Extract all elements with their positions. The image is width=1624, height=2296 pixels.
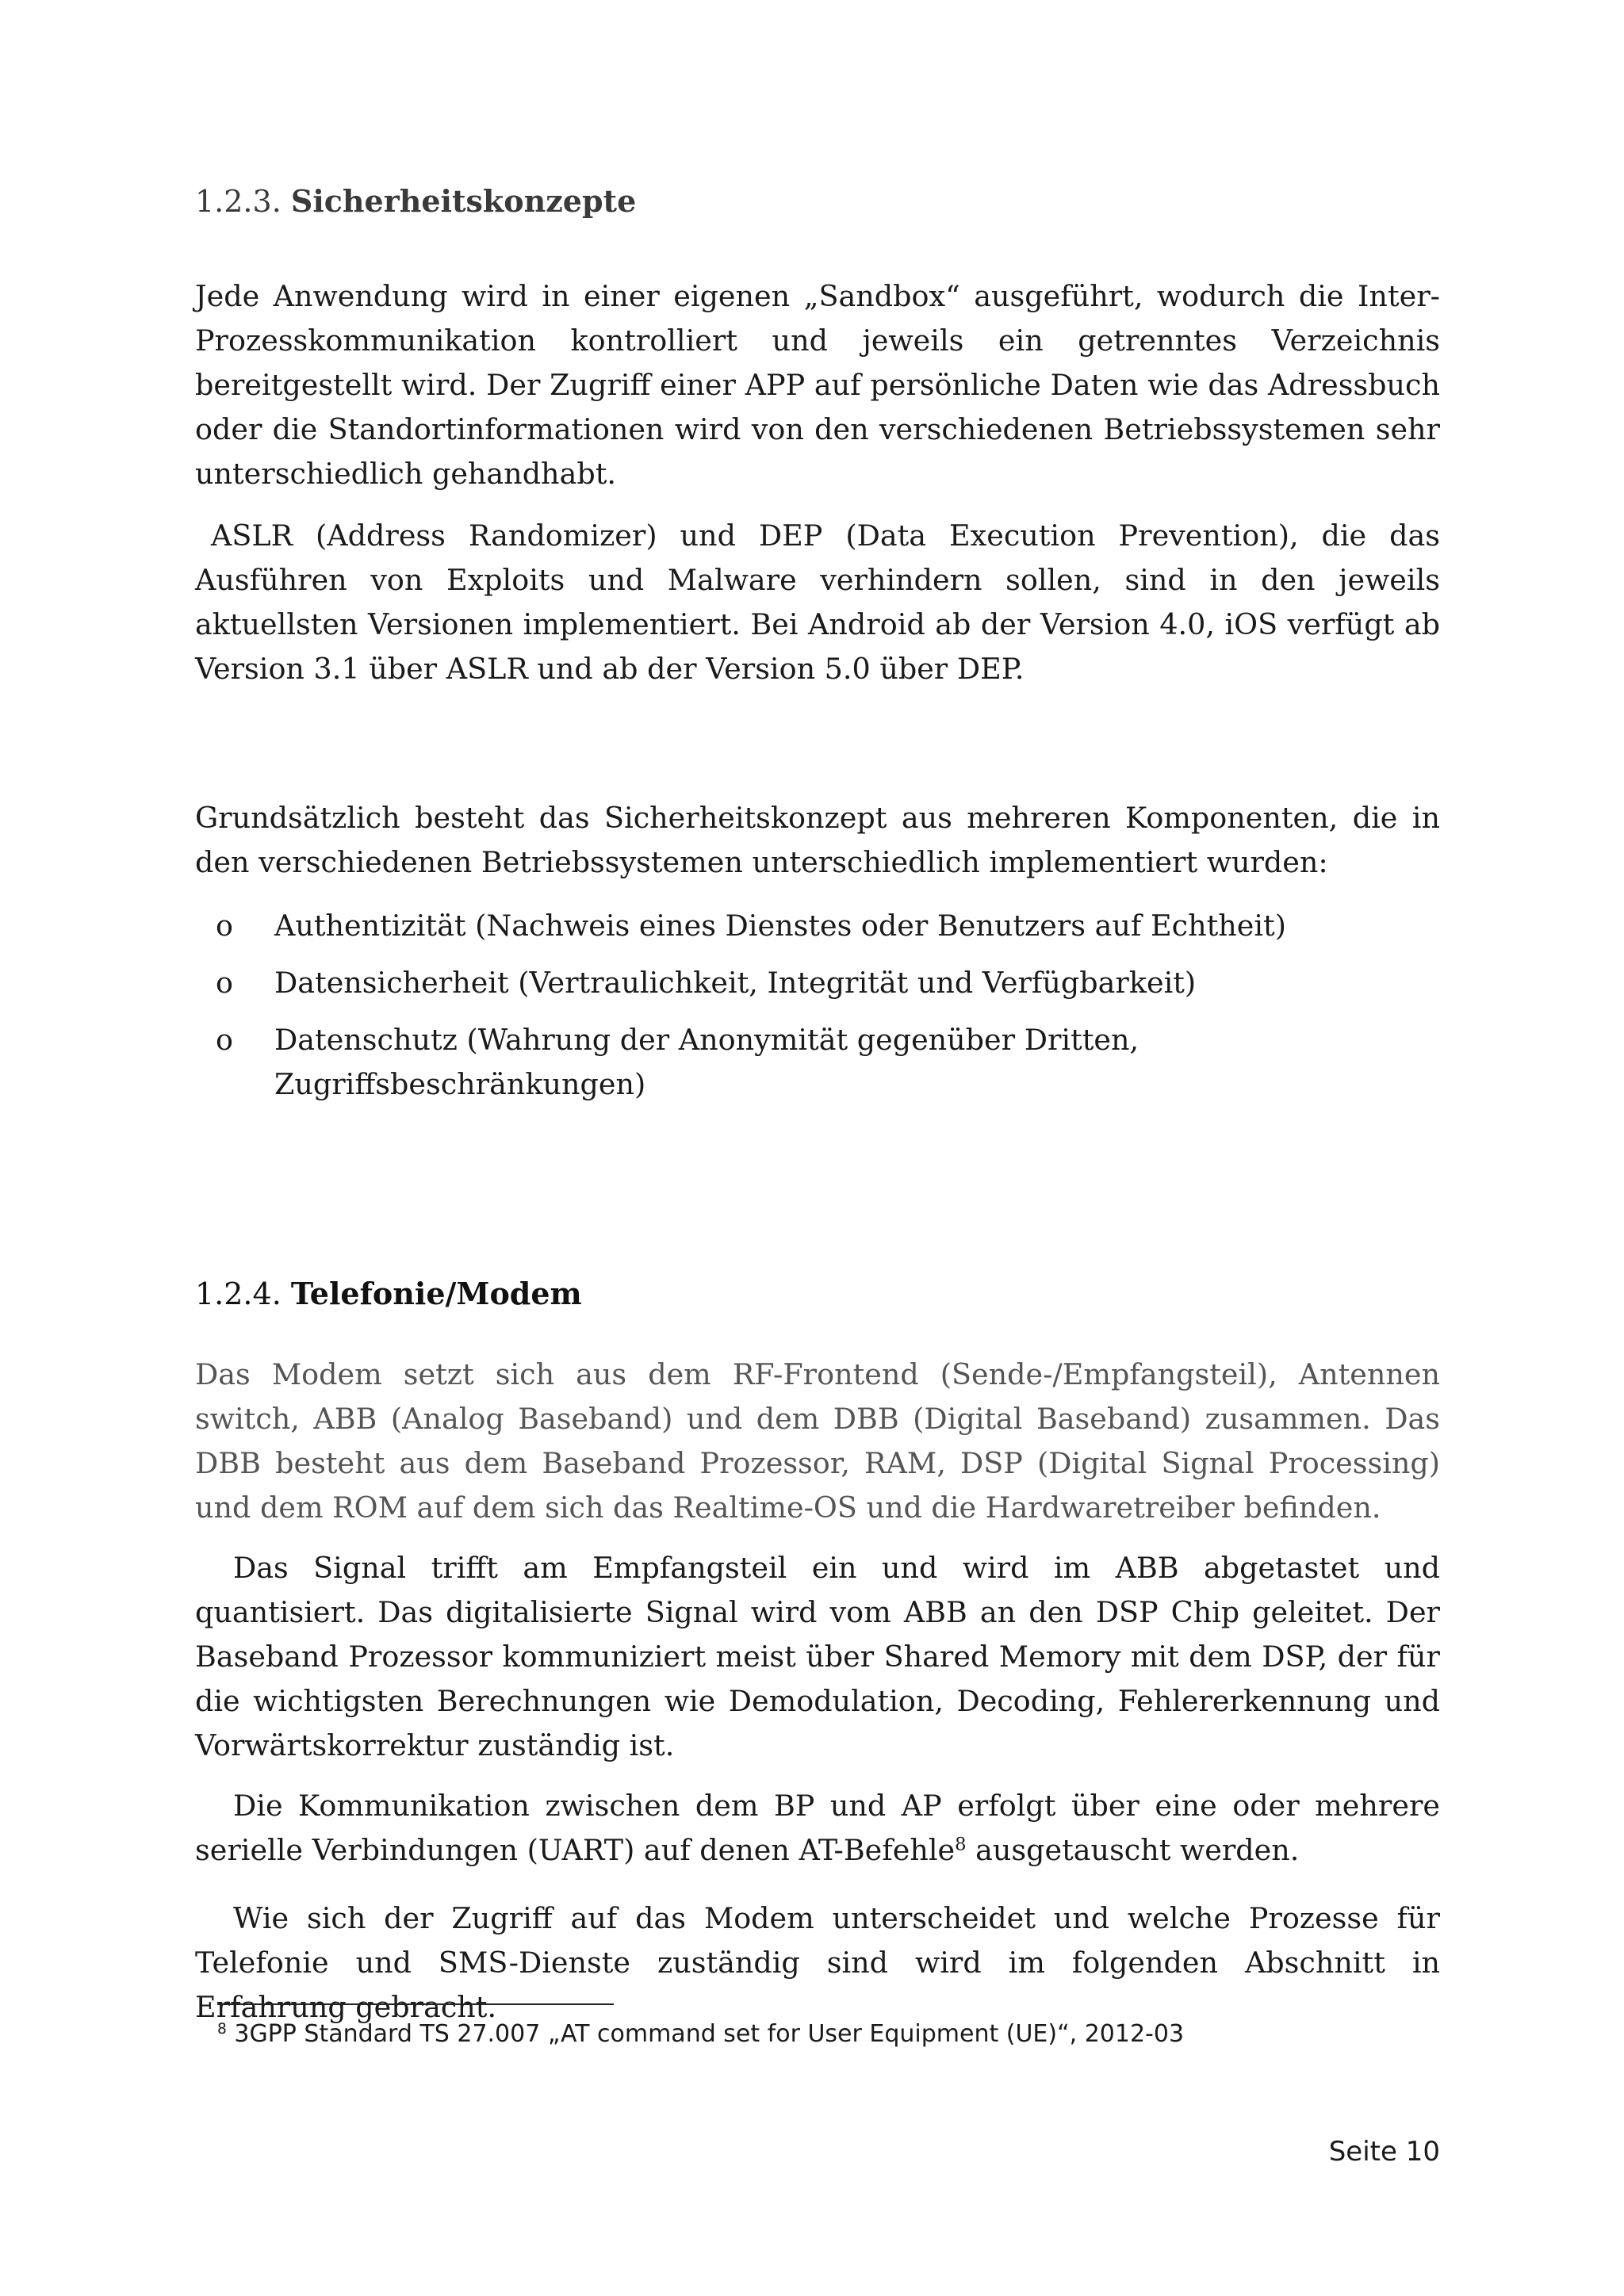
paragraph-text-end: ausgetauscht werden. <box>966 1833 1300 1867</box>
paragraph-modem-aufbau: Das Modem setzt sich aus dem RF-Frontend (Sende-/Empfangsteil), Antennen switch, ABB (Analog Baseband) und dem DBB (Digital Baseband) zusammen. Das DBB besteht aus dem Baseband Prozessor, RAM, DSP (Digital Signal Processing) und dem ROM auf dem sich das Realtime-OS und die Hardwaretreiber befinden. <box>195 1357 1440 1525</box>
footnote-marker: 8 <box>217 2020 227 2038</box>
list-item-text: Datenschutz (Wahrung der Anonymität gegenüber Dritten, Zugriffsbeschränkungen) <box>274 1023 1139 1101</box>
paragraph-sandbox: Jede Anwendung wird in einer eigenen „Sandbox“ ausgeführt, wodurch die Inter-Prozesskommunikation kontrolliert und jeweils ein getrenntes Verzeichnis bereitgestellt wird. Der Zugriff einer APP auf persönliche Daten wie das Adressbuch oder die Standortinformationen wird von den verschiedenen Betriebssystemen sehr unterschiedlich gehandhabt. <box>195 279 1440 491</box>
footnote <box>217 2017 1184 2052</box>
bullet-marker: o <box>216 909 233 943</box>
bullet-marker: o <box>216 966 233 1000</box>
paragraph-kommunikation-bp-ap <box>195 1784 1440 1873</box>
section-title: Sicherheitskonzepte <box>290 183 637 219</box>
list-item-text: Authentizität (Nachweis eines Dienstes oder Benutzers auf Echtheit) <box>274 909 1286 943</box>
paragraph-text-start: Die Kommunikation zwischen dem BP und AP erfolgt über eine oder mehrere serielle Verbindungen (UART) auf denen AT-Befehle <box>195 1789 1440 1867</box>
section-number: 1.2.4. <box>195 1276 282 1311</box>
paragraph-modem-zugriff: Wie sich der Zugriff auf das Modem unterscheidet und welche Prozesse für Telefonie und SMS-Dienste zuständig sind wird im folgenden Abschnitt in Erfahrung gebracht. <box>195 1901 1440 2024</box>
paragraph-signal-verarbeitung: Das Signal trifft am Empfangsteil ein und wird im ABB abgetastet und quantisiert. Das digitalisierte Signal wird vom ABB an den DSP Chip geleitet. Der Baseband Prozessor kommuniziert meist über Shared Memory mit dem DSP, der für die wichtigsten Berechnungen wie Demodulation, Decoding, Fehlererkennung und Vorwärtskorrektur zuständig ist. <box>195 1551 1440 1762</box>
security-components-list <box>195 904 1440 1119</box>
bullet-marker: o <box>216 1023 233 1057</box>
section-number: 1.2.3. <box>195 184 282 219</box>
footnote-text: 3GPP Standard TS 27.007 „AT command set for User Equipment (UE)“, 2012-03 <box>226 2020 1185 2048</box>
footnote-divider <box>217 2003 614 2005</box>
list-item <box>195 961 1440 1005</box>
paragraph-aslr-dep: ASLR (Address Randomizer) und DEP (Data Execution Prevention), die das Ausführen von Exploits und Malware verhindern sollen, sind in den jeweils aktuellsten Versionen implementiert. Bei Android ab der Version 4.0, iOS verfügt ab Version 3.1 über ASLR und ab der Version 5.0 über DEP. <box>195 519 1440 686</box>
list-item-text: Datensicherheit (Vertraulichkeit, Integrität und Verfügbarkeit) <box>274 966 1197 1000</box>
page-number: Seite 10 <box>1328 2136 1440 2168</box>
footnote-reference: 8 <box>955 1834 967 1855</box>
list-item <box>195 904 1440 948</box>
section-heading-telefonie-modem <box>195 1272 582 1316</box>
section-heading-sicherheitskonzepte <box>195 179 636 224</box>
section-title: Telefonie/Modem <box>290 1276 582 1311</box>
paragraph-sicherheitskonzept-komponenten: Grundsätzlich besteht das Sicherheitskonzept aus mehreren Komponenten, die in den verschiedenen Betriebssystemen unterschiedlich implementiert wurden: <box>195 801 1440 879</box>
list-item <box>195 1018 1147 1107</box>
